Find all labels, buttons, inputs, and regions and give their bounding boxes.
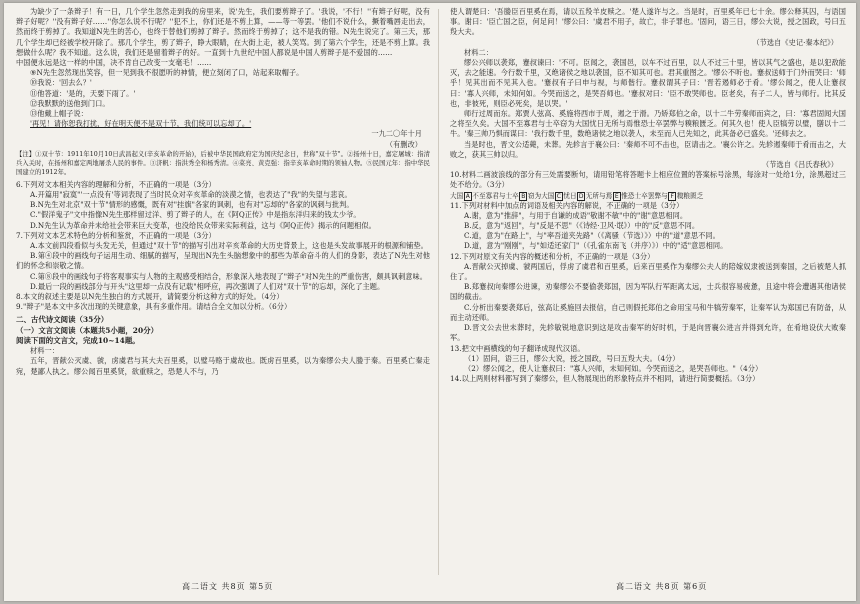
question-7: 7.下列对文本艺术特色的分析和鉴赏，不正确的一项是（3分） — [16, 230, 216, 240]
break-segment: 大国 — [450, 191, 464, 200]
footnote: 【注】①双十节：1911年10月10日武昌起义(辛亥革命的开始)，后被中华民国政府定为国庆纪念日，世称"双十节"。②扬州十日，嘉定屠城：指清兵入关时，在扬州和嘉定两地屠杀人民的事件。③济帆：指洪秀全和杨秀清。④菜亮、黄克强：指辛亥革命时期的领袖人物。⑤民国元年：指中华民国建立的1912年。 — [16, 150, 430, 176]
q11-option-a: A.谢，意为"推辞"，与用于自谦的成语"敬谢不敏"中的"谢"意思相同。 — [464, 210, 688, 220]
break-segment: 窃为大国 — [527, 191, 555, 200]
q11-option-c: C.道，意为"在路上"，与"率吾道夹先路"（《离骚（节选）》）中的"道"意思不同。 — [464, 231, 720, 241]
story-quote: '再见！请你恕我打扰，好在明天便不是双十节，我们统可以忘却了。' — [30, 119, 252, 129]
q6-option-d: D.N先生认为革命并未给社会带来巨大变革，也没给民众带来实际利益，这与《阿Q正传》揭示的问题相似。 — [30, 220, 376, 230]
story-line-9: ⑨N先生忽然现出笑容，但一见到我不很愿听的神情，便立刻闭了口，站起来取帽子。 — [30, 68, 304, 78]
page-footer-right: 高二语文 共8页 第6页 — [616, 582, 708, 591]
material-1-continued: 使人谓楚曰：'吾媵臣百里奚在焉，请以五羖羊皮赎之。'楚人遂许与之。当是时，百里奚年已七十余。缪公释其囚，与语国事。谢曰：'臣亡国之臣，何足问！'缪公曰：'虞君不用子，故亡，非子罪也。'固问，语三日，缪公大说，授之国政，号曰五羖大夫。 — [450, 7, 846, 37]
column-divider — [438, 9, 439, 575]
q6-option-a: A.开篇用"寂寞"'一点没有'等词表现了当时民众对辛亥革命的淡漠之情，也表达了"我"的失望与悲哀。 — [30, 190, 352, 200]
section-heading: 二、古代诗文阅读（35分） — [16, 315, 109, 325]
break-segment: 惟恐士卒罢弊与 — [621, 191, 668, 200]
story-line-13: ⑬他戴上帽子说： — [30, 109, 88, 119]
page-footer-left: 高二语文 共8页 第5页 — [182, 582, 274, 591]
break-mark-b[interactable]: B — [521, 192, 526, 200]
break-mark-e[interactable]: E — [613, 192, 621, 201]
material-2-label: 材料二： — [464, 47, 493, 57]
q11-option-d: D.道，意为"刚刚"，与"如适还家门"（《孔雀东南飞（并序）》）中的"适"意思相同。 — [464, 241, 728, 251]
q13-part-2: （2）缪公闻之，使人让蹇叔曰："寡人兴师，未知何如。今哭而送之，是哭吾师也。"（4分） — [464, 363, 763, 373]
q12-option-a: A.晋献公灭掉虞、虢两国后，俘虏了虞君和百里奚，后来百里奚作为秦缪公夫人的陪嫁奴隶被送到秦国，之后被楚人抓住了。 — [450, 261, 846, 282]
question-14: 14.以上两则材料都写到了秦缪公，但人物展现出的形象特点并不相同，请进行简要概括。（3分） — [450, 374, 760, 384]
reading-instruction: 阅读下面的文言文，完成10~14题。 — [16, 335, 140, 345]
break-segment: 不至寡君与士卒 — [472, 191, 519, 200]
right-page — [450, 7, 846, 577]
question-9: 9."辫子"是本文中多次出现的关键意象，具有多重作用。请结合全文加以分析。（6分） — [16, 302, 292, 312]
material-1-label: 材料一： — [30, 346, 59, 356]
exam-sheet — [4, 3, 856, 601]
break-mark-f[interactable]: F — [668, 192, 676, 201]
break-mark-a[interactable]: A — [465, 192, 470, 200]
story-line-10: ⑩我说：'回去么？' — [30, 78, 92, 88]
q7-option-c: C.第⑧段中的画线句子将客观事实与人物的主观感受相结合，形象深入地表现了"辫子"对N先生的严重伤害，颇具讽刺意味。 — [30, 271, 428, 281]
subsection-heading: （一）文言文阅读（本题共5小题，20分） — [16, 325, 159, 335]
q11-option-b: B.反，意为"返回"，与"反是不思"（《诗经·卫风·氓》）中的"反"意思不同。 — [464, 221, 700, 231]
break-mark-c[interactable]: C — [556, 192, 562, 200]
story-date: 一九二〇年十月 — [371, 129, 422, 139]
q6-option-b: B.N先生对北京"双十节"情形的感慨，既有对"挂旗"各家的讽刺，也有对"忘却的"各家的讽刺与批判。 — [30, 200, 354, 210]
q13-part-1: （1）固问，语三日，缪公大说，授之国政，号曰五羖大夫。（4分） — [464, 353, 680, 363]
break-mark-d[interactable]: D — [578, 192, 584, 200]
story-paragraph: 为缺少了一条辫子！有一日，几个学生忽然走到我的房里来，说'先生，我们要剪辫子了。'我说，'不行！''有辫子好呢，没有辫子好呢？''没有辫子好……''你怎么说不行呢？''犯不上，你们还是不剪上算，——等一等罢。'他们不说什么，撅着嘴唇走出去，然而终于剪掉了。我知道N先生的苦心，也终于替他们剪掉了辫子。然而终于剪掉了；这不是我的错。N先生说完了。第三天，那几个学生却已经被学校开除了。那几个学生，剪了辫子，睁大眼睛，在大街上走，被人笑骂。到了第六个学生，还是不剪上算。我想做什么呢？我不知道。这么说，我们还是留着辫子的好。一直到十九世纪中国人都说是中国人剪辫子是不爱国的…… — [16, 7, 430, 57]
question-11: 11.下列对材料中加点的词语及相关内容的解说，不正确的一项是（3分） — [450, 200, 684, 210]
break-segment: 无所与焉 — [585, 191, 613, 200]
material-2-paragraph-2: 师行过周而东。郑贾人弦高、奚施将西市于周，遏之于滑。乃矫郑伯之命，以十二牛劳秦师而宾之，曰：'寡君固闻大国之将至久矣。大国不至寡君与士卒窃为大国忧日无所与焉惟恐士卒罢弊与糗粮匮乏。何其久也！使人臣犒劳以璧，膳以十二牛。'秦三帅乃惧而谋曰：'我行数千里，数绝诸侯之地以袭人，未至而人已先知之，此其备必已盛矣。'还师去之。 — [450, 109, 846, 139]
sentence-break-line — [450, 191, 846, 201]
material-2-paragraph-1: 缪公兴师以袭郑，蹇叔谏曰：'不可。臣闻之，袭国邑，以车不过百里，以人不过三十里，皆以其气之盛也，是以犯敌能灭，去之能速。今行数千里，又绝诸侯之地以袭国，臣不知其可也。君其重图之。'缪公不听也。蹇叔送师于门外而哭曰：'师乎！见其出而不见其入也。'蹇叔有子曰申与视，与师偕行。蹇叔谓其子曰：'晋若遏师必于肴。'缪公闻之，使人让蹇叔曰：'寡人兴师，未知何如。今哭而送之，是哭吾师也。'蹇叔对曰：'臣不敢哭师也。臣老矣，有子二人，皆与师行。比其反也，非彼死，则臣必死矣，是以哭。' — [450, 58, 846, 108]
left-page — [16, 7, 430, 577]
material-2-source: （节选自《吕氏春秋》） — [761, 160, 838, 170]
q7-option-a: A.本文前四段看似与头发无关，但通过"双十节"的描写引出对辛亥革命的大历史背景上，这也是头发故事展开的根源和铺垫。 — [30, 241, 428, 251]
question-12: 12.下列对原文有关内容的概述和分析，不正确的一项是（3分） — [450, 251, 655, 261]
question-13: 13.把文中画横线的句子翻译成现代汉语。 — [450, 343, 585, 353]
q12-option-d: D.晋文公去世未葬时，先轸敏锐地意识到这是攻击秦军的好时机，于是向晋襄公进言并得到允许，在肴地设伏大败秦军。 — [450, 323, 846, 343]
story-line-12: ⑫我默默的送他到门口。 — [30, 98, 110, 108]
question-10: 10.材料二画波浪线的部分有三处需要断句，请用铅笔将答题卡上相应位置的答案标号涂黑，每涂对一处给1分，涂黑超过三处不给分。（3分） — [450, 170, 846, 190]
q12-option-b: B.郑蹇叔向秦缪公进谏，劝秦缪公不要偷袭郑国，因为军队行军距离太远，士兵很容易疲惫，且途中将会遭遇其他诸侯国的截击。 — [450, 282, 846, 302]
q7-option-d: D.最后一段的画线部分与开头"这里却一点没有记载"相呼应，再次强调了人们对"双十节"的忘却，深化了主题。 — [30, 281, 385, 291]
break-segment: 糗粮匮乏 — [676, 191, 704, 200]
question-8: 8.本文的叙述主要是以N先生独白的方式展开，请简要分析这种方式的好处。（4分） — [16, 292, 284, 302]
q7-option-b: B.第④段中的画线句子运用生动、细腻的描写，呈现出N先生头脑想象中的那些为革命奋斗的人们的身影，表达了N先生对他们的怀念和崇敬之情。 — [16, 251, 430, 271]
break-segment: 忧日 — [563, 191, 577, 200]
material-1-text: 五年，晋献公灭虞、虢，虏虞君与其大夫百里奚，以璧马赂于虞故也。既虏百里奚，以为秦缪公夫人媵于秦。百里奚亡秦走宛，楚鄙人执之。缪公闻百里奚贤，欲重赎之，恐楚人不与，乃 — [16, 356, 430, 376]
story-line-11: ⑪他答道：'是的，天要下雨了。' — [30, 88, 136, 98]
material-2-paragraph-3: 当是时也，晋文公适薨，未葬。先轸言于襄公曰：'秦师不可不击也，臣请击之。'襄公许之。先轸遏秦师于肴而击之，大败之，获其三帅以归。 — [450, 139, 846, 159]
q6-option-c: C."假洋鬼子"文中指像N先生那样留过洋、剪了辫子的人，在《阿Q正传》中是指东洋归来的钱太少爷。 — [30, 210, 361, 220]
material-1-source: （节选自《史记·秦本纪》） — [752, 37, 838, 47]
story-paragraph-end: 中国便永远是这一样的中国，决不肯自己改变一支毫毛！…… — [16, 58, 212, 68]
story-source: （有删改） — [385, 139, 422, 149]
question-6: 6.下列对文本相关内容的理解和分析，不正确的一项是（3分） — [16, 179, 216, 189]
q12-option-c: C.分析出秦要袭郑后，弦高让奚施回去报信，自己则假托郑伯之命用宝马和牛犒劳秦军，让秦军认为郑国已有防备，从而主动还师。 — [450, 302, 846, 322]
